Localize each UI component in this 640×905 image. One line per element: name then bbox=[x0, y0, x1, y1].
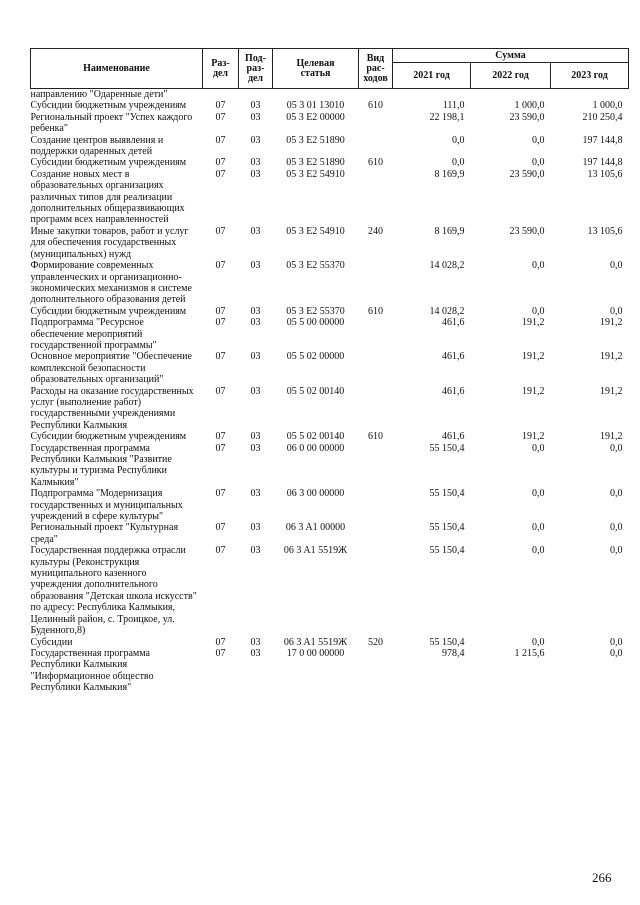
row-razdel: 07 bbox=[215, 385, 226, 397]
page-number: 266 bbox=[592, 870, 612, 885]
table-row bbox=[31, 157, 629, 168]
header-name: Наименование bbox=[31, 49, 203, 89]
row-vid bbox=[359, 545, 393, 636]
table-row bbox=[31, 648, 629, 694]
row-2022: 191,2 bbox=[522, 385, 545, 397]
header-razdel: Раз- дел bbox=[203, 49, 239, 89]
table-row bbox=[31, 226, 629, 260]
row-2021: 461,6 bbox=[442, 317, 465, 329]
row-podrazdel: 03 bbox=[250, 305, 261, 317]
row-razdel: 07 bbox=[215, 522, 226, 534]
header-2021: 2021 год bbox=[393, 63, 471, 89]
row-name: Государственная программа Республики Калмыкия "Развитие культуры и туризма Республики Калмыкия" bbox=[30, 442, 172, 488]
row-razdel: 07 bbox=[215, 168, 226, 180]
row-podrazdel: 03 bbox=[250, 488, 261, 500]
row-target: 05 3 E2 55370 bbox=[286, 260, 345, 272]
row-name: направлению "Одаренные дети" bbox=[30, 89, 168, 100]
header-2022: 2022 год bbox=[471, 63, 551, 89]
row-2023: 191,2 bbox=[600, 385, 623, 397]
row-podrazdel: 03 bbox=[250, 351, 261, 363]
row-razdel: 07 bbox=[215, 305, 226, 317]
row-2022: 0,0 bbox=[532, 157, 545, 169]
budget-table bbox=[30, 48, 629, 694]
row-2023: 0,0 bbox=[610, 488, 623, 500]
row-name: Подпрограмма "Ресурсное обеспечение мероприятий государственной программы" bbox=[30, 317, 157, 351]
row-2023: 210 250,4 bbox=[582, 111, 623, 123]
row-name: Субсидии бюджетным учреждениям bbox=[30, 157, 187, 169]
row-name: Создание центров выявления и поддержки одаренных детей bbox=[30, 134, 164, 158]
row-vid bbox=[359, 443, 393, 489]
row-2023: 13 105,6 bbox=[587, 225, 623, 237]
row-2021: 55 150,4 bbox=[429, 522, 465, 534]
row-vid: 240 bbox=[368, 225, 383, 237]
table-row bbox=[31, 637, 629, 648]
row-name: Расходы на оказание государственных услуг (выполнение работ) государственными учреждениями Республики Калмыкия bbox=[30, 385, 194, 431]
row-2022: 0,0 bbox=[532, 545, 545, 557]
row-2022: 191,2 bbox=[522, 431, 545, 443]
header-target: Целевая статья bbox=[273, 49, 359, 89]
row-2023: 191,2 bbox=[600, 431, 623, 443]
row-razdel: 07 bbox=[215, 488, 226, 500]
row-2022: 0,0 bbox=[532, 488, 545, 500]
row-razdel bbox=[203, 89, 239, 101]
row-razdel: 07 bbox=[215, 317, 226, 329]
row-name: Субсидии бюджетным учреждениям bbox=[30, 305, 187, 317]
table-row bbox=[31, 443, 629, 489]
row-target: 06 3 A1 5519Ж bbox=[283, 636, 348, 648]
row-2021 bbox=[393, 89, 471, 101]
row-2023: 0,0 bbox=[610, 305, 623, 317]
row-2023: 0,0 bbox=[610, 442, 623, 454]
row-razdel: 07 bbox=[215, 157, 226, 169]
row-podrazdel: 03 bbox=[250, 442, 261, 454]
row-target: 06 3 00 00000 bbox=[286, 488, 345, 500]
row-target: 05 3 E2 51890 bbox=[286, 157, 345, 169]
row-vid: 610 bbox=[368, 100, 383, 112]
row-podrazdel: 03 bbox=[250, 225, 261, 237]
row-razdel: 07 bbox=[215, 636, 226, 648]
row-2021: 0,0 bbox=[452, 157, 465, 169]
row-vid bbox=[359, 648, 393, 694]
row-2021: 55 150,4 bbox=[429, 442, 465, 454]
table-row bbox=[31, 545, 629, 636]
row-vid bbox=[359, 317, 393, 351]
table-row bbox=[31, 306, 629, 317]
row-2023: 0,0 bbox=[610, 636, 623, 648]
row-target: 06 3 A1 00000 bbox=[285, 522, 346, 534]
row-podrazdel: 03 bbox=[250, 522, 261, 534]
row-vid bbox=[359, 351, 393, 385]
row-2023 bbox=[551, 89, 629, 101]
row-podrazdel: 03 bbox=[250, 168, 261, 180]
row-2022: 0,0 bbox=[532, 442, 545, 454]
row-vid: 610 bbox=[368, 305, 383, 317]
row-podrazdel: 03 bbox=[250, 647, 261, 659]
row-2023: 0,0 bbox=[610, 647, 623, 659]
header-summa: Сумма bbox=[393, 49, 629, 63]
row-2023: 0,0 bbox=[610, 545, 623, 557]
row-target: 06 0 00 00000 bbox=[286, 442, 345, 454]
row-name: Подпрограмма "Модернизация государственных и муниципальных учреждений в сфере культуры" bbox=[30, 488, 183, 523]
row-name: Субсидии бюджетным учреждениям bbox=[30, 431, 187, 443]
row-vid: 520 bbox=[368, 636, 383, 648]
row-podrazdel: 03 bbox=[250, 100, 261, 112]
row-name: Государственная поддержка отрасли культуры (Реконструкция муниципального казенного учреждения дополнительного образования "Детская школа искусств" по адресу: Республика Калмыкия, Целинный район, с. Троицкое, ул. Буденного,8) bbox=[30, 545, 197, 637]
row-podrazdel: 03 bbox=[250, 134, 261, 146]
row-2021: 461,6 bbox=[442, 431, 465, 443]
row-target: 05 3 E2 55370 bbox=[286, 305, 345, 317]
row-2022: 23 590,0 bbox=[509, 111, 545, 123]
row-razdel: 07 bbox=[215, 351, 226, 363]
row-vid: 610 bbox=[368, 431, 383, 443]
row-2023: 0,0 bbox=[610, 260, 623, 272]
row-razdel: 07 bbox=[215, 545, 226, 557]
row-vid bbox=[359, 169, 393, 226]
table-row bbox=[31, 386, 629, 432]
row-vid bbox=[359, 112, 393, 135]
table-row bbox=[31, 169, 629, 226]
row-razdel: 07 bbox=[215, 134, 226, 146]
budget-table-sheet bbox=[30, 48, 628, 694]
row-2022: 0,0 bbox=[532, 134, 545, 146]
row-target: 05 5 02 00000 bbox=[286, 351, 345, 363]
row-razdel: 07 bbox=[215, 431, 226, 443]
row-podrazdel: 03 bbox=[250, 385, 261, 397]
row-vid bbox=[359, 135, 393, 158]
row-target bbox=[273, 89, 359, 101]
row-name: Создание новых мест в образовательных организациях различных типов для реализации дополнительных общеразвивающих программ всех направленностей bbox=[30, 168, 185, 226]
row-vid: 610 bbox=[368, 157, 383, 169]
row-2023: 191,2 bbox=[600, 317, 623, 329]
table-row bbox=[31, 260, 629, 306]
row-name: Региональный проект "Успех каждого ребенка" bbox=[30, 111, 193, 135]
row-2021: 22 198,1 bbox=[429, 111, 465, 123]
row-vid bbox=[359, 488, 393, 522]
row-target: 05 3 E2 51890 bbox=[286, 134, 345, 146]
table-header bbox=[31, 49, 629, 89]
row-2022: 0,0 bbox=[532, 636, 545, 648]
row-razdel: 07 bbox=[215, 647, 226, 659]
header-2023: 2023 год bbox=[551, 63, 629, 89]
row-2022: 1 215,6 bbox=[514, 647, 545, 659]
header-podrazdel: Под- раз- дел bbox=[239, 49, 273, 89]
row-target: 05 3 E2 00000 bbox=[286, 111, 345, 123]
row-name: Субсидии bbox=[30, 636, 73, 648]
row-target: 05 5 00 00000 bbox=[286, 317, 345, 329]
row-2022: 1 000,0 bbox=[514, 100, 545, 112]
header-vid: Вид рас- ходов bbox=[359, 49, 393, 89]
row-vid bbox=[359, 522, 393, 545]
table-row bbox=[31, 100, 629, 111]
row-target: 17 0 00 00000 bbox=[286, 647, 345, 659]
row-2021: 14 028,2 bbox=[429, 260, 465, 272]
row-podrazdel: 03 bbox=[250, 545, 261, 557]
row-podrazdel: 03 bbox=[250, 111, 261, 123]
row-2022: 23 590,0 bbox=[509, 168, 545, 180]
table-row bbox=[31, 135, 629, 158]
row-2022: 0,0 bbox=[532, 305, 545, 317]
row-2023: 197 144,8 bbox=[582, 134, 623, 146]
row-razdel: 07 bbox=[215, 111, 226, 123]
table-row bbox=[31, 112, 629, 135]
row-razdel: 07 bbox=[215, 100, 226, 112]
row-name: Формирование современных управленческих и организационно-экономических механизмов в системе дополнительного образования детей bbox=[30, 260, 192, 306]
row-target: 06 3 A1 5519Ж bbox=[283, 545, 348, 557]
row-name: Региональный проект "Культурная среда" bbox=[30, 522, 179, 545]
row-target: 05 3 01 13010 bbox=[286, 100, 345, 112]
row-vid bbox=[359, 260, 393, 306]
row-name: Основное мероприятие "Обеспечение комплексной безопасности образовательных организаций" bbox=[30, 351, 192, 386]
row-2023: 0,0 bbox=[610, 522, 623, 534]
row-podrazdel: 03 bbox=[250, 317, 261, 329]
row-2021: 55 150,4 bbox=[429, 636, 465, 648]
row-2022: 191,2 bbox=[522, 351, 545, 363]
row-2023: 191,2 bbox=[600, 351, 623, 363]
row-2021: 14 028,2 bbox=[429, 305, 465, 317]
row-podrazdel: 03 bbox=[250, 157, 261, 169]
row-2022: 23 590,0 bbox=[509, 225, 545, 237]
row-vid bbox=[359, 89, 393, 101]
row-2023: 13 105,6 bbox=[587, 168, 623, 180]
row-target: 05 3 E2 54910 bbox=[286, 168, 345, 180]
row-vid bbox=[359, 386, 393, 432]
row-2021: 8 169,9 bbox=[434, 168, 465, 180]
row-target: 05 5 02 00140 bbox=[286, 431, 345, 443]
row-podrazdel bbox=[239, 89, 273, 101]
row-2021: 55 150,4 bbox=[429, 488, 465, 500]
table-row bbox=[31, 431, 629, 442]
row-2021: 978,4 bbox=[442, 647, 465, 659]
row-2023: 1 000,0 bbox=[592, 100, 623, 112]
table-row bbox=[31, 522, 629, 545]
table-body bbox=[31, 89, 629, 694]
row-2021: 111,0 bbox=[442, 100, 465, 112]
row-podrazdel: 03 bbox=[250, 431, 261, 443]
row-target: 05 3 E2 54910 bbox=[286, 225, 345, 237]
row-razdel: 07 bbox=[215, 225, 226, 237]
row-name: Иные закупки товаров, работ и услуг для обеспечения государственных (муниципальных) нужд bbox=[30, 225, 189, 260]
row-razdel: 07 bbox=[215, 442, 226, 454]
row-2021: 461,6 bbox=[442, 351, 465, 363]
row-razdel: 07 bbox=[215, 260, 226, 272]
row-2021: 0,0 bbox=[452, 134, 465, 146]
row-name: Субсидии бюджетным учреждениям bbox=[30, 100, 187, 112]
row-2021: 461,6 bbox=[442, 385, 465, 397]
table-row bbox=[31, 89, 629, 101]
row-target: 05 5 02 00140 bbox=[286, 385, 345, 397]
row-2021: 8 169,9 bbox=[434, 225, 465, 237]
row-2022: 0,0 bbox=[532, 522, 545, 534]
row-2022: 191,2 bbox=[522, 317, 545, 329]
row-2022: 0,0 bbox=[532, 260, 545, 272]
row-2022 bbox=[471, 89, 551, 101]
row-podrazdel: 03 bbox=[250, 636, 261, 648]
row-2023: 197 144,8 bbox=[582, 157, 623, 169]
row-podrazdel: 03 bbox=[250, 260, 261, 272]
table-row bbox=[31, 488, 629, 522]
row-name: Государственная программа Республики Калмыкия "Информационное общество Республики Калмыкия" bbox=[30, 647, 154, 694]
table-row bbox=[31, 351, 629, 385]
table-row bbox=[31, 317, 629, 351]
row-2021: 55 150,4 bbox=[429, 545, 465, 557]
